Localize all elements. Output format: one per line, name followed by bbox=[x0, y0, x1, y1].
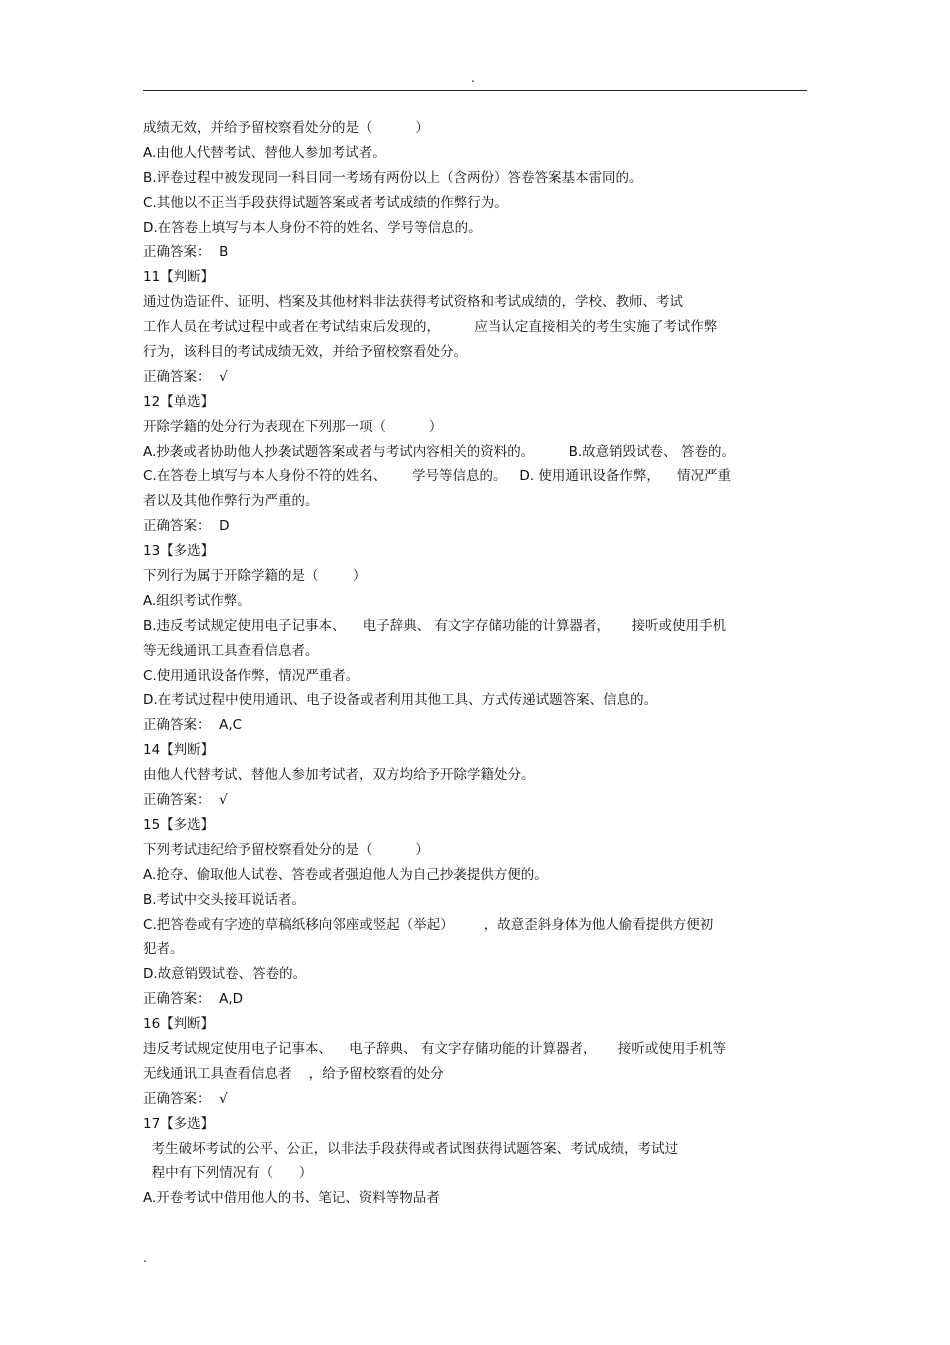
question-11-text: 通过伪造证件、证明、档案及其他材料非法获得考试资格和考试成绩的，学校、教师、考试 bbox=[143, 294, 683, 311]
question-14-text: 由他人代替考试、替他人参加考试者，双方均给予开除学籍处分。 bbox=[143, 767, 535, 784]
q17-option-a: A.开卷考试中借用他人的书、笔记、资料等物品者 bbox=[143, 1190, 440, 1207]
q15-option-d: D.故意销毁试卷、答卷的。 bbox=[143, 966, 307, 983]
q15-option-b: B.考试中交头接耳说话者。 bbox=[143, 891, 306, 908]
question-17-stem: 考生破坏考试的公平、公正，以非法手段获得或者试图获得试题答案、考试成绩，考试过 bbox=[143, 1140, 679, 1157]
question-11-text: 工作人员在考试过程中或者在考试结束后发现的， 应当认定直接相关的考生实施了考试作弊 bbox=[143, 319, 718, 336]
q13-answer: 正确答案： A,C bbox=[143, 717, 243, 734]
q14-answer: 正确答案： √ bbox=[143, 792, 228, 809]
question-12-header: 12【单选】 bbox=[143, 393, 215, 410]
question-11-header: 11【判断】 bbox=[143, 269, 215, 286]
q10-option-b: B.评卷过程中被发现同一科目同一考场有两份以上（含两份）答卷答案基本雷同的。 bbox=[143, 169, 643, 186]
header-rule bbox=[143, 90, 807, 91]
q13-option-d: D.在考试过程中使用通讯、电子设备或者利用其他工具、方式传递试题答案、信息的。 bbox=[143, 692, 658, 709]
q12-options-cd: C.在答卷上填写与本人身份不符的姓名、 学号等信息的。 D. 使用通讯设备作弊， 情况严重 bbox=[143, 468, 731, 485]
document-body bbox=[143, 116, 813, 1211]
question-15-header: 15【多选】 bbox=[143, 816, 215, 833]
q10-answer: 正确答案： B bbox=[143, 244, 229, 261]
q10-option-a: A.由他人代替考试、替他人参加考试者。 bbox=[143, 144, 386, 161]
q12-answer: 正确答案： D bbox=[143, 518, 230, 535]
question-16-header: 16【判断】 bbox=[143, 1016, 215, 1033]
header-mark: . bbox=[471, 71, 475, 85]
q10-option-d: D.在答卷上填写与本人身份不符的姓名、学号等信息的。 bbox=[143, 219, 482, 236]
question-11-text: 行为，该科目的考试成绩无效，并给予留校察看处分。 bbox=[143, 344, 467, 361]
q13-option-b: B.违反考试规定使用电子记事本、 电子辞典、 有文字存储功能的计算器者， 接听或使用手机 bbox=[143, 617, 726, 634]
q16-answer: 正确答案： √ bbox=[143, 1090, 228, 1107]
q15-option-a: A.抢夺、偷取他人试卷、答卷或者强迫他人为自己抄袭提供方便的。 bbox=[143, 866, 548, 883]
footer-mark: . bbox=[143, 1251, 147, 1265]
question-12-stem: 开除学籍的处分行为表现在下列那一项（ ） bbox=[143, 418, 443, 435]
question-17-header: 17【多选】 bbox=[143, 1115, 215, 1132]
q13-option-b-cont: 等无线通讯工具查看信息者。 bbox=[143, 642, 319, 659]
q15-option-c-cont: 犯者。 bbox=[143, 941, 184, 958]
q12-options-ab: A.抄袭或者协助他人抄袭试题答案或者与考试内容相关的资料的。 B.故意销毁试卷、 答卷的。 bbox=[143, 443, 735, 460]
q12-options-cont: 者以及其他作弊行为严重的。 bbox=[143, 493, 319, 510]
q13-option-c: C.使用通讯设备作弊，情况严重者。 bbox=[143, 667, 360, 684]
question-16-text: 违反考试规定使用电子记事本、 电子辞典、 有文字存储功能的计算器者， 接听或使用手机等 bbox=[143, 1040, 726, 1057]
question-17-stem: 程中有下列情况有（ ） bbox=[143, 1165, 313, 1182]
q10-option-c: C.其他以不正当手段获得试题答案或者考试成绩的作弊行为。 bbox=[143, 194, 508, 211]
question-13-header: 13【多选】 bbox=[143, 543, 215, 560]
question-10-stem: 成绩无效，并给予留校察看处分的是（ ） bbox=[143, 120, 429, 136]
question-16-text: 无线通讯工具查看信息者 ，给予留校察看的处分 bbox=[143, 1065, 444, 1082]
q15-answer: 正确答案： A,D bbox=[143, 991, 244, 1008]
question-14-header: 14【判断】 bbox=[143, 742, 215, 759]
q15-option-c: C.把答卷或有字迹的草稿纸移向邻座或竖起（举起） ，故意歪斜身体为他人偷看提供方便初 bbox=[143, 916, 714, 933]
question-15-stem: 下列考试违纪给予留校察看处分的是（ ） bbox=[143, 841, 429, 858]
question-13-stem: 下列行为属于开除学籍的是（ ） bbox=[143, 568, 367, 585]
q11-answer: 正确答案： √ bbox=[143, 368, 228, 385]
q13-option-a: A.组织考试作弊。 bbox=[143, 592, 251, 609]
